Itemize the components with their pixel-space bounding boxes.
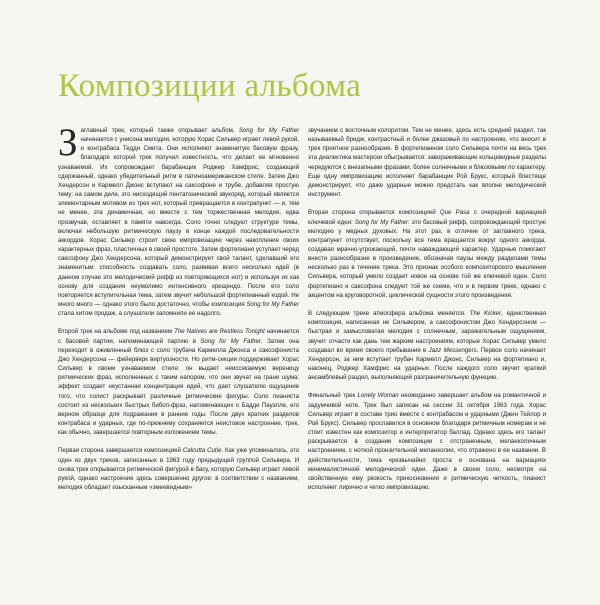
right-column [308, 126, 546, 492]
text-run: . Затем она переходит в оживленный блюз с соло трубача Кармелла Джонса и саксофониста Джо Хендерсона — фейерверк виртуозности. Но ритм-секция поддерживает Хорас Сильвер в своем узнаваемом стиле: он выдает неиссякаемую вереницу ритмических фраз, исполненных с таким напором, что они звучат на грани шума; эффект создает неустанная концентрация идей, что дает слушателю ощущение того, что солист раскрывает различные ритмические фигуры. Соло пианиста состоит из нескольких быстрых бибоп-фраз, напоминающих о Бадде Пауэлле, его верном образце для подражания в ранние годы. После двух кратких разделов контрабаса и ударных, где по-прежнему сохраняется неистовое настроение, трек, как обычно, завершается повторным изложением темы. [58, 337, 299, 437]
text-run: начинается с унисона мелодии, которую Хорас Сильвер играет левой рукой, и контрабаса Тедди Смита. Они исполняют знаменитую басовую фразу, благодаря которой трек получил известность, что делает ее мгновенно узнаваемой. Их сопровождает барабанщик Роджер Хамфрис, создающий сдержанный, однако убедительный ритм в латиноамериканском стиле. Затем Джо Хендерсон и Кармелл Джонс вступают на саксофоне и трубе, добавляя простую тему: на самом деле, это нисходящий пентатонический звукоряд, который является элементарным мотивом из трех нот, который превращается в контрапункт — и, тем не менее, эта динамичная, но вместе с тем торжественная мелодия, едва прозвучав, оставляет в памяти навсегда. Соло точно следуют структуре темы, включая небольшую ритмическую паузу в конце каждой последовательности аккордов. Хорас Сильвер строит свою импровизацию через накопление своих характерных фраз, пластичных в своей простоте. Затем фортепиано уступает черед саксофону Джо Хендерсона, который демонстрирует свой талант, сделавший его знаменитым: способность создавать соло, развивая всего несколько идей (в данном случае это мелодический рифф из повторяющихся нот) и используя их как основу для создания неумолимо интенсивного крещендо. После его соло повторяется вступительная тема, затем звучит небольшой фортепианный кодой. Не много много — однако этого было достаточно, чтобы композиция [58, 136, 299, 308]
track-title: Lonely Woman [357, 392, 399, 400]
paragraph-continuation: звучанием с восточным колоритом. Тем не менее, здесь есть средний раздел, так называемый бридж, контрастный и более джазовый по настроению, что вносит в трек приятное разнообразие. В фортепианном соло Сильвера почти на весь трек эта диалектика мастерски обыгрывается: завораживающие кольцевидные разделы чередуются с внезапными фразами, более солнечными и блюзовыми по характеру. Еще одну импровизацию исполняет барабанщик Рой Брукс, который блестяще демонстрирует, что даже ударные можно предстать как вполне мелодический инструмент. [308, 127, 546, 199]
text-run: с очередной вариацией ключевой идеи: [308, 209, 546, 226]
text-run: неожиданно завершает альбом на романтичной и задумчивой ноте. Трек был записан на сессии 31 октября 1963 года. Хорас Сильвер играет в составе трио вместе с контрабасом и ударными (Джин Тейлор и Рой Брукс). Сильвер прославился в основном благодаря ритмичным номерам и не стоит известен как композитор и интерпретатор баллад. Однако здесь его талант раскрывается в создании композиции с отстраненным, меланхоличным настроением, с ноткой пронзительной меланхолии, что отражено в ее названии. В действительности, тема чрезвычайно проста и основана на вариациях минималистичной мелодической идеи. Даже в своем соло, несмотря на свойственную ему резкость прикосновения и ритмическую четкость, пианист исполняет лирично и четко импровизацию. [308, 392, 546, 492]
paragraph-final-track [308, 391, 546, 492]
text-run: Финальный трек [308, 392, 358, 400]
paragraph-side-one-end [58, 446, 299, 492]
text-run: . Как уже упоминалось, это один из двух треков, записанных в 1963 году предыдущей группой Сильвера. И снова трек открывается ритмической фигурой в басу, которую Сильвер играет левой рукой, однако настроение здесь совершенно другое: в соответствии с названием, мелодия обладает изысканным «змеевидным» [58, 447, 299, 492]
track-title: The Kicker [469, 310, 501, 318]
paragraph-kicker [308, 309, 546, 382]
text-run: стала хитом продаж, а слушатели запомнили ее надолго. [58, 310, 222, 318]
text-run: аглавный трек, который также открывает альбом, [80, 127, 239, 134]
text-run: , единственная композиция, написанная не Сильвером, а саксофонистом Джо Хендерсоном — быстрая и замысловатая мелодия с солнечным, заражательным ощущением, звучит отчасти как дань тем жарким настроениям, которые Хорас Сильвер умело создавал во время своего пребывания в [308, 310, 546, 354]
text-run: Вторая сторона открывается композицией [308, 209, 440, 217]
track-title: Song for My Father [200, 337, 261, 345]
drop-cap: З [58, 121, 78, 164]
text-run: В следующем треке атмосфера альбома меняется. [308, 310, 470, 318]
text-run: Первая сторона завершается композицией [58, 447, 183, 455]
paragraph-side-two [308, 208, 546, 300]
paragraph-second-track [58, 327, 299, 437]
band-name: Jazz Messengers [428, 346, 477, 354]
track-title: Calcutta Cutie [182, 447, 222, 455]
track-title: Song for My Father [246, 300, 299, 308]
text-run: : это басовый рифф, сопровождающий простую мелодию у медных духовых. На этот раз, в отличие от заглавного трека, контрапункт отсутствует, поскольку вся тема вращается вокруг одного аккорда, создавая мрачно-угрожающий, почти наваждающий характер. Ударные помогают внести разнообразие в произведение, обозначая паузы между разделами темы несколько раз в течение трека. Это признак особого композиторского мышления Сильвера, который умело создает новое на основе той же ключевой идеи. Соло фортепиано и саксофона следуют той же схеме, что и в первом треке, однако с акцентом на круговоротной, циклической сущности этого произведения. [308, 218, 546, 299]
track-title: Song for My Father [354, 218, 409, 226]
page-title: Композиции альбома [58, 68, 362, 104]
track-title: The Natives are Restless Tonight [174, 328, 265, 336]
text-run: начинается с басовой партии, напоминающей партию в [58, 328, 299, 345]
track-title: Que Pasa [439, 209, 470, 217]
left-column [58, 121, 299, 492]
paragraph-title-track [58, 121, 299, 318]
track-title: Song for My Father [238, 127, 299, 134]
text-run: Второй трек на альбоме под названием [58, 328, 175, 336]
text-run: . Первое соло начинает Хендерсон, за ним вступает трубач Кармелл Джонс, Сильвер на фортепиано и, наконец, Роджер Хамфрис на ударных. После каждого соло звучит краткий ансамблевый раздел, выполняющий разграничительную функцию. [308, 346, 546, 382]
